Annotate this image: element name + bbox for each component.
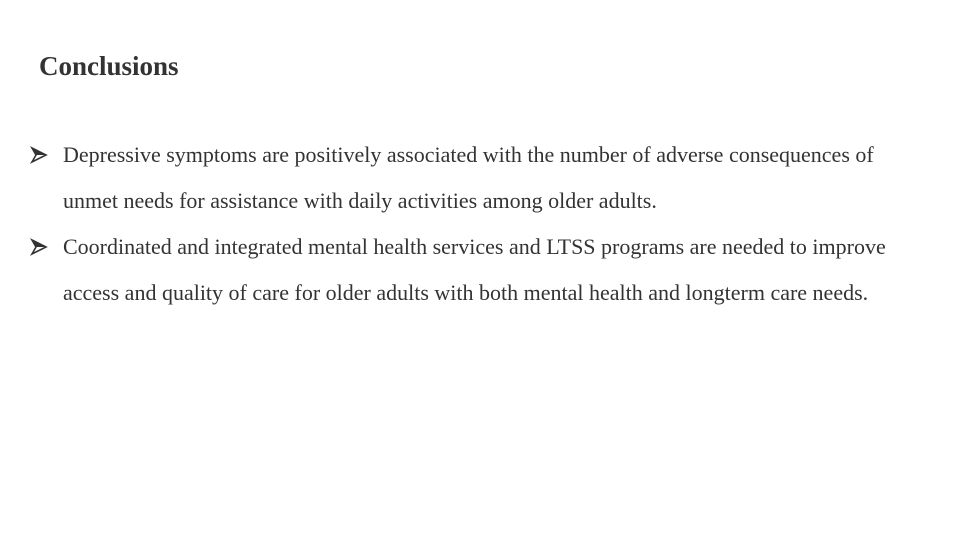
bullet-item <box>28 224 928 316</box>
bullet-text: Depressive symptoms are positively associated with the number of adverse consequences of unmet needs for assistance with daily activities among older adults. <box>63 142 874 213</box>
arrowhead-bullet-icon <box>28 224 50 270</box>
arrowhead-bullet-icon <box>28 132 50 178</box>
slide-title: Conclusions <box>39 51 179 81</box>
bullet-list <box>28 132 928 316</box>
bullet-text: Coordinated and integrated mental health services and LTSS programs are needed to improve access and quality of care for older adults with both mental health and longterm care needs. <box>63 234 886 305</box>
bullet-item <box>28 132 928 224</box>
